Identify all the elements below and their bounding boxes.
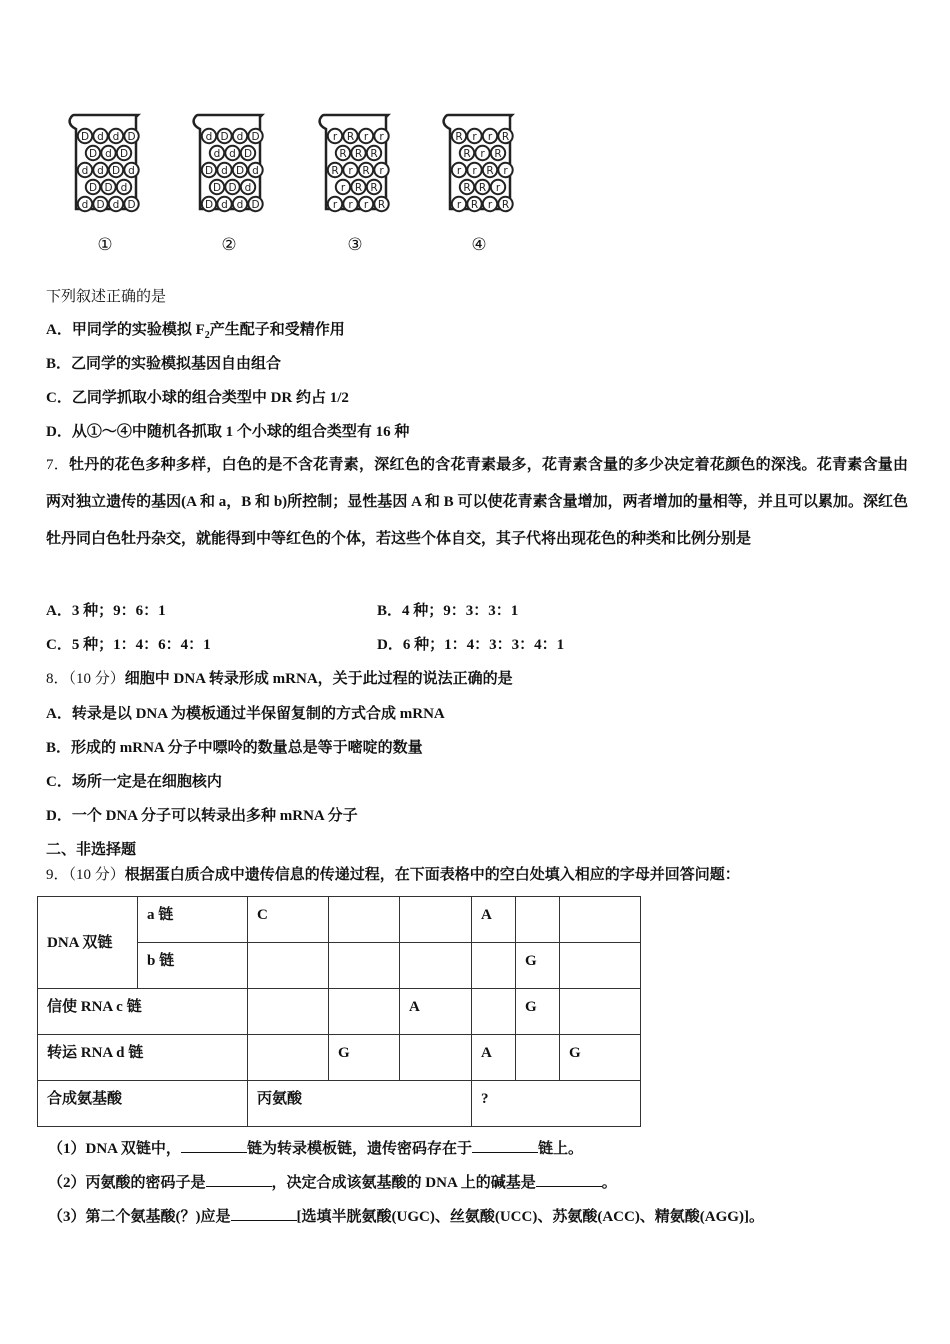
option-text: 5 种；1：4：6：4：1 <box>71 637 211 653</box>
ball-allele-label: d <box>105 147 112 160</box>
subq-number: （1） <box>48 1141 86 1157</box>
beaker-2-drawing <box>184 105 274 215</box>
ball-allele-label: r <box>332 130 338 143</box>
table-cell <box>329 943 400 989</box>
table-cell: G <box>329 1035 400 1081</box>
ball-allele-label: D <box>243 147 253 160</box>
ball-allele-label: R <box>346 130 355 143</box>
option-letter: A． <box>46 322 72 338</box>
question-text: 细胞中 DNA 转录形成 mRNA，关于此过程的说法正确的是 <box>124 671 513 687</box>
table-row-c <box>38 989 641 1035</box>
ball-allele-label: R <box>370 181 378 194</box>
table-cell <box>516 1035 560 1081</box>
ball-allele-label: R <box>470 198 479 211</box>
ball-allele-label: d <box>97 164 104 177</box>
option-letter: C． <box>46 390 72 406</box>
table-cell <box>329 897 400 943</box>
answer-blank[interactable] <box>231 1206 297 1221</box>
ball-allele-label: R <box>362 164 370 177</box>
ball-allele-label: d <box>81 164 89 177</box>
trna-d-strand-label: 转运 RNA d 链 <box>38 1035 248 1081</box>
table-cell: G <box>560 1035 641 1081</box>
ball-allele-label: D <box>127 198 136 211</box>
beaker-3-label: ③ <box>347 235 363 255</box>
ball-allele-label: r <box>495 181 501 194</box>
table-cell: 丙氨酸 <box>248 1081 472 1127</box>
subq-text: [选填半胱氨酸(UGC)、丝氨酸(UCC)、苏氨酸(ACC)、精氨酸(AGG)]。 <box>296 1209 764 1225</box>
option-text-after: 产生配子和受精作用 <box>209 322 345 338</box>
b-strand-label: b 链 <box>138 943 248 989</box>
ball-allele-label: r <box>363 130 369 143</box>
beaker-2 <box>184 105 274 260</box>
beaker-1-label: ① <box>97 235 113 255</box>
ball-allele-label: R <box>331 164 339 177</box>
q8-option-a <box>46 704 445 724</box>
table-cell: A <box>472 1035 516 1081</box>
ball-allele-label: d <box>112 198 120 211</box>
q7-option-a <box>46 601 166 621</box>
ball-allele-label: R <box>377 198 386 211</box>
beaker-2-label: ② <box>221 235 237 255</box>
ball-allele-label: r <box>472 164 477 177</box>
subscript: 2 <box>204 330 210 341</box>
ball-allele-label: d <box>205 130 213 143</box>
table-cell <box>516 897 560 943</box>
option-letter: B． <box>377 603 403 619</box>
ball-allele-label: d <box>112 130 120 143</box>
ball-allele-label: R <box>463 181 471 194</box>
table-cell <box>329 989 400 1035</box>
ball-allele-label: d <box>97 130 104 143</box>
ball-allele-label: D <box>235 164 245 177</box>
ball-allele-label: R <box>463 147 471 160</box>
q8-option-d <box>46 806 358 826</box>
ball-allele-label: d <box>229 147 236 160</box>
ball-allele-label: r <box>487 198 493 211</box>
ball-allele-label: D <box>251 198 260 211</box>
question-number: 7． <box>46 457 70 473</box>
ball-allele-label: D <box>96 198 105 211</box>
ball-allele-label: d <box>128 164 135 177</box>
a-strand-label: a 链 <box>138 897 248 943</box>
table-cell: A <box>400 989 472 1035</box>
option-letter: D． <box>377 637 403 653</box>
table-cell: A <box>472 897 516 943</box>
beaker-1 <box>60 105 150 260</box>
ball-allele-label: d <box>221 198 228 211</box>
ball-allele-label: D <box>212 181 222 194</box>
q9-subq-2 <box>48 1172 617 1193</box>
ball-allele-label: D <box>251 130 260 143</box>
table-cell: C <box>248 897 329 943</box>
table-cell <box>472 943 516 989</box>
option-text: 6 种；1：4：3：3：4：1 <box>402 637 565 653</box>
ball-allele-label: R <box>478 181 487 194</box>
subq-text: ，决定合成该氨基酸的 DNA 上的碱基是 <box>271 1175 536 1191</box>
beaker-4-drawing <box>434 105 524 215</box>
table-cell <box>400 897 472 943</box>
ball-allele-label: D <box>119 147 129 160</box>
ball-allele-label: r <box>340 181 346 194</box>
ball-allele-label: r <box>456 164 462 177</box>
subq-number: （2） <box>48 1175 86 1191</box>
q9-stem <box>46 865 740 885</box>
beaker-figure <box>60 105 540 265</box>
ball-allele-label: R <box>455 130 463 143</box>
ball-allele-label: r <box>348 198 353 211</box>
answer-blank[interactable] <box>206 1172 272 1187</box>
subq-text: 。 <box>601 1175 617 1191</box>
question-number: 9．（10 分） <box>46 867 125 883</box>
ball-allele-label: d <box>120 181 128 194</box>
ball-allele-label: R <box>370 147 378 160</box>
ball-allele-label: r <box>332 198 338 211</box>
option-text: 乙同学抓取小球的组合类型中 DR 约占 1/2 <box>71 390 349 406</box>
q6-option-a <box>46 320 345 346</box>
table-cell: G <box>516 989 560 1035</box>
option-text: 形成的 mRNA 分子中嘌呤的数量总是等于嘧啶的数量 <box>71 740 423 756</box>
q6-option-c <box>46 388 349 408</box>
q8-option-b <box>46 738 423 758</box>
option-text: 甲同学的实验模拟 F <box>71 322 205 338</box>
ball-allele-label: r <box>379 164 384 177</box>
option-text: 一个 DNA 分子可以转录出多种 mRNA 分子 <box>71 808 358 824</box>
option-text: 转录是以 DNA 为模板通过半保留复制的方式合成 mRNA <box>71 706 445 722</box>
ball-allele-label: R <box>354 181 363 194</box>
option-text: 场所一定是在细胞核内 <box>71 774 222 790</box>
ball-allele-label: r <box>379 130 384 143</box>
option-letter: C． <box>46 637 72 653</box>
table-cell <box>560 989 641 1035</box>
q9-subq-3 <box>48 1206 764 1227</box>
ball-allele-label: r <box>472 130 477 143</box>
q7-option-b <box>377 601 518 621</box>
ball-allele-label: R <box>501 198 510 211</box>
question-text: 根据蛋白质合成中遗传信息的传递过程，在下面表格中的空白处填入相应的字母并回答问题： <box>124 867 740 883</box>
ball-allele-label: d <box>252 164 259 177</box>
genetic-info-table <box>37 896 641 1127</box>
q6-option-d <box>46 422 409 442</box>
option-text: 4 种；9：3：3：1 <box>402 603 519 619</box>
q7-option-c <box>46 635 211 655</box>
subq-text: 链为转录模板链，遗传密码存在于 <box>246 1141 472 1157</box>
q7-option-d <box>377 635 564 655</box>
table-cell: ? <box>472 1081 641 1127</box>
ball-allele-label: D <box>111 164 121 177</box>
ball-allele-label: d <box>221 164 228 177</box>
amino-acid-label: 合成氨基酸 <box>38 1081 248 1127</box>
ball-allele-label: R <box>501 130 510 143</box>
ball-allele-label: D <box>88 181 98 194</box>
answer-blank[interactable] <box>181 1138 247 1153</box>
beaker-3-drawing <box>310 105 400 215</box>
subq-number: （3） <box>48 1209 86 1225</box>
dna-double-strand-label: DNA 双链 <box>38 897 138 989</box>
beaker-1-drawing <box>60 105 150 215</box>
option-text: 从①～④中随机各抓取 1 个小球的组合类型有 16 种 <box>71 424 410 440</box>
ball-allele-label: D <box>204 164 214 177</box>
section-title: 二、非选择题 <box>46 842 137 858</box>
answer-blank[interactable] <box>536 1172 602 1187</box>
ball-allele-label: D <box>204 198 214 211</box>
ball-allele-label: d <box>244 181 252 194</box>
table-cell <box>248 1035 329 1081</box>
table-cell <box>400 943 472 989</box>
ball-allele-label: d <box>81 198 89 211</box>
ball-allele-label: d <box>213 147 221 160</box>
ball-allele-label: D <box>228 181 237 194</box>
ball-allele-label: R <box>354 147 363 160</box>
option-text: 乙同学的实验模拟基因自由组合 <box>71 356 282 372</box>
subq-text: 链上。 <box>537 1141 583 1157</box>
table-row-amino-acid <box>38 1081 641 1127</box>
beaker-4 <box>434 105 524 260</box>
ball-allele-label: r <box>348 164 353 177</box>
q7-stem <box>46 447 908 558</box>
ball-allele-label: r <box>456 198 462 211</box>
table-row-d <box>38 1035 641 1081</box>
q6-option-b <box>46 354 281 374</box>
table-cell <box>248 989 329 1035</box>
table-cell <box>560 897 641 943</box>
ball-allele-label: r <box>363 198 369 211</box>
option-letter: B． <box>46 356 72 372</box>
ball-allele-label: d <box>236 130 244 143</box>
subq-text: 丙氨酸的密码子是 <box>85 1175 206 1191</box>
table-cell <box>472 989 516 1035</box>
subq-text: DNA 双链中， <box>85 1141 181 1157</box>
ball-allele-label: r <box>480 147 485 160</box>
table-row-a <box>38 897 641 943</box>
question-text: 牡丹的花色多种多样，白色的是不含花青素，深红色的含花青素最多，花青素含量的多少决定着花颜色的深浅。花青素含量由两对独立遗传的基因(A 和 a，B 和 b)所控制；显性基因 A 和 B 可以使花青素含量增加，两者增加的量相等，并且可以累加。深红色牡丹同白色牡丹杂交，就能得到中等红色的个体，若这些个体自交，其子代将出现花色的种类和比例分别是 <box>46 457 908 547</box>
q6-stem: 下列叙述正确的是 <box>46 289 167 305</box>
ball-allele-label: r <box>487 130 493 143</box>
ball-allele-label: d <box>236 198 244 211</box>
answer-blank[interactable] <box>472 1138 538 1153</box>
option-letter: D． <box>46 808 72 824</box>
ball-allele-label: D <box>88 147 98 160</box>
ball-allele-label: D <box>127 130 136 143</box>
ball-allele-label: R <box>339 147 347 160</box>
mrna-c-strand-label: 信使 RNA c 链 <box>38 989 248 1035</box>
question-number: 8．（10 分） <box>46 671 125 687</box>
subq-text: 第二个氨基酸(？)应是 <box>85 1209 231 1225</box>
table-cell: G <box>516 943 560 989</box>
ball-allele-label: R <box>494 147 502 160</box>
ball-allele-label: r <box>503 164 508 177</box>
option-letter: A． <box>46 603 72 619</box>
q8-stem <box>46 669 513 689</box>
option-letter: D． <box>46 424 72 440</box>
beaker-4-label: ④ <box>471 235 487 255</box>
option-letter: B． <box>46 740 72 756</box>
table-cell <box>560 943 641 989</box>
ball-allele-label: R <box>486 164 494 177</box>
option-text: 3 种；9：6：1 <box>71 603 166 619</box>
ball-allele-label: D <box>104 181 113 194</box>
beaker-3 <box>310 105 400 260</box>
option-letter: C． <box>46 774 72 790</box>
q9-subq-1 <box>48 1138 583 1159</box>
table-cell <box>400 1035 472 1081</box>
ball-allele-label: D <box>220 130 229 143</box>
table-cell <box>248 943 329 989</box>
q8-option-c <box>46 772 222 792</box>
option-letter: A． <box>46 706 72 722</box>
ball-allele-label: D <box>80 130 90 143</box>
